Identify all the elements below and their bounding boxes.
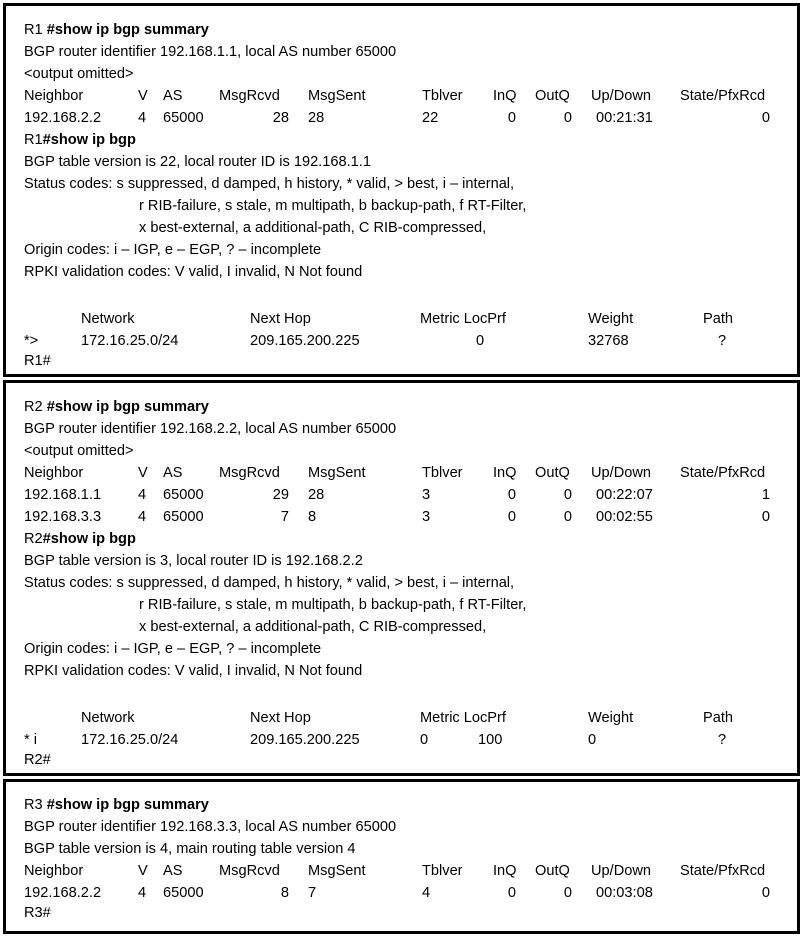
hdr-msgsent: MsgSent [308, 863, 366, 879]
r2-end-prompt: R2# [24, 752, 51, 768]
r2-rpki-codes: RPKI validation codes: V valid, I invalid, N Not found [24, 663, 363, 679]
r2-router-identifier: BGP router identifier 192.168.2.2, local AS number 65000 [24, 421, 397, 437]
route-metric: 0 [476, 333, 485, 349]
route-locprf: 100 [478, 732, 503, 748]
r3-end-prompt: R3# [24, 905, 51, 921]
r2-output-omitted: <output omitted> [24, 443, 134, 459]
route-path: ? [718, 333, 727, 349]
hdr-metric-locprf: Metric LocPrf [420, 311, 506, 327]
tblver: 3 [422, 509, 431, 525]
hdr-v: V [138, 863, 148, 879]
hdr-as: AS [163, 465, 183, 481]
hdr-as: AS [163, 88, 183, 104]
r3-table-version: BGP table version is 4, main routing table version 4 [24, 841, 356, 857]
route-next-hop: 209.165.200.225 [250, 732, 360, 748]
as-number: 65000 [163, 487, 204, 503]
state-pfxrcd: 0 [761, 110, 770, 126]
r2-status-codes-2: r RIB-failure, s stale, m multipath, b backup-path, f RT-Filter, [139, 597, 527, 613]
msgsent: 8 [308, 509, 317, 525]
route-code: * i [24, 732, 37, 748]
msgsent: 28 [308, 110, 325, 126]
r1-status-codes-3: x best-external, a additional-path, C RIB-compressed, [139, 220, 487, 236]
route-network: 172.16.25.0/24 [81, 333, 179, 349]
r1-status-codes-2: r RIB-failure, s stale, m multipath, b backup-path, f RT-Filter, [139, 198, 527, 214]
hdr-tblver: Tblver [422, 863, 463, 879]
hdr-weight: Weight [588, 710, 634, 726]
hdr-updown: Up/Down [591, 465, 652, 481]
outq: 0 [563, 487, 572, 503]
r2-origin-codes: Origin codes: i – IGP, e – EGP, ? – incomplete [24, 641, 322, 657]
hdr-tblver: Tblver [422, 465, 463, 481]
msgsent: 7 [308, 885, 317, 901]
hdr-updown: Up/Down [591, 863, 652, 879]
r2-panel [3, 380, 800, 776]
msgrcvd: 29 [272, 487, 289, 503]
neighbor-ip: 192.168.3.3 [24, 509, 102, 525]
version: 4 [138, 110, 147, 126]
r3-panel [3, 779, 800, 934]
hdr-network: Network [81, 311, 135, 327]
r1-table-version: BGP table version is 22, local router ID is 192.168.1.1 [24, 154, 371, 170]
state-pfxrcd: 0 [761, 885, 770, 901]
route-weight: 0 [588, 732, 597, 748]
hdr-msgsent: MsgSent [308, 88, 366, 104]
hdr-neighbor: Neighbor [24, 465, 84, 481]
version: 4 [138, 509, 147, 525]
neighbor-ip: 192.168.2.2 [24, 110, 102, 126]
outq: 0 [563, 509, 572, 525]
r2-command-summary: R2 #show ip bgp summary [24, 399, 209, 415]
hdr-state: State/PfxRcd [680, 465, 766, 481]
r1-origin-codes: Origin codes: i – IGP, e – EGP, ? – incomplete [24, 242, 322, 258]
msgrcvd: 8 [280, 885, 289, 901]
hdr-v: V [138, 88, 148, 104]
inq: 0 [507, 110, 516, 126]
r2-table-version: BGP table version is 3, local router ID is 192.168.2.2 [24, 553, 363, 569]
hdr-metric-locprf: Metric LocPrf [420, 710, 506, 726]
hdr-inq: InQ [493, 465, 517, 481]
hdr-weight: Weight [588, 311, 634, 327]
r2-command-bgp: R2#show ip bgp [24, 531, 136, 547]
hdr-state: State/PfxRcd [680, 863, 766, 879]
up-down: 00:03:08 [596, 885, 653, 901]
hdr-path: Path [703, 311, 734, 327]
msgsent: 28 [308, 487, 325, 503]
hdr-msgsent: MsgSent [308, 465, 366, 481]
r1-command-bgp: R1#show ip bgp [24, 132, 136, 148]
r3-command-summary: R3 #show ip bgp summary [24, 797, 209, 813]
up-down: 00:22:07 [596, 487, 653, 503]
hdr-network: Network [81, 710, 135, 726]
hdr-next-hop: Next Hop [250, 311, 311, 327]
outq: 0 [563, 885, 572, 901]
inq: 0 [507, 885, 516, 901]
as-number: 65000 [163, 509, 204, 525]
neighbor-ip: 192.168.1.1 [24, 487, 102, 503]
state-pfxrcd: 1 [761, 487, 770, 503]
hdr-outq: OutQ [535, 465, 570, 481]
r1-status-codes-1: Status codes: s suppressed, d damped, h history, * valid, > best, i – internal, [24, 176, 515, 192]
hdr-state: State/PfxRcd [680, 88, 766, 104]
inq: 0 [507, 509, 516, 525]
r2-status-codes-1: Status codes: s suppressed, d damped, h history, * valid, > best, i – internal, [24, 575, 515, 591]
route-weight: 32768 [588, 333, 629, 349]
hdr-msgrcvd: MsgRcvd [219, 863, 280, 879]
r2-status-codes-3: x best-external, a additional-path, C RIB-compressed, [139, 619, 487, 635]
hdr-outq: OutQ [535, 863, 570, 879]
r1-command-summary: R1 #show ip bgp summary [24, 22, 209, 38]
r1-end-prompt: R1# [24, 353, 51, 369]
neighbor-ip: 192.168.2.2 [24, 885, 102, 901]
hdr-msgrcvd: MsgRcvd [219, 88, 280, 104]
as-number: 65000 [163, 885, 204, 901]
hdr-neighbor: Neighbor [24, 863, 84, 879]
version: 4 [138, 487, 147, 503]
hdr-inq: InQ [493, 863, 517, 879]
r1-panel [3, 3, 800, 377]
r1-output-omitted: <output omitted> [24, 66, 134, 82]
r3-router-identifier: BGP router identifier 192.168.3.3, local AS number 65000 [24, 819, 397, 835]
hdr-outq: OutQ [535, 88, 570, 104]
hdr-as: AS [163, 863, 183, 879]
outq: 0 [563, 110, 572, 126]
route-code: *> [24, 333, 39, 349]
r1-router-identifier: BGP router identifier 192.168.1.1, local AS number 65000 [24, 44, 397, 60]
r1-rpki-codes: RPKI validation codes: V valid, I invalid, N Not found [24, 264, 363, 280]
inq: 0 [507, 487, 516, 503]
msgrcvd: 7 [280, 509, 289, 525]
hdr-next-hop: Next Hop [250, 710, 311, 726]
route-next-hop: 209.165.200.225 [250, 333, 360, 349]
tblver: 22 [422, 110, 439, 126]
hdr-msgrcvd: MsgRcvd [219, 465, 280, 481]
hdr-neighbor: Neighbor [24, 88, 84, 104]
as-number: 65000 [163, 110, 204, 126]
version: 4 [138, 885, 147, 901]
hdr-tblver: Tblver [422, 88, 463, 104]
hdr-v: V [138, 465, 148, 481]
route-network: 172.16.25.0/24 [81, 732, 179, 748]
up-down: 00:21:31 [596, 110, 653, 126]
hdr-updown: Up/Down [591, 88, 652, 104]
route-path: ? [718, 732, 727, 748]
hdr-inq: InQ [493, 88, 517, 104]
route-metric: 0 [420, 732, 429, 748]
msgrcvd: 28 [272, 110, 289, 126]
hdr-path: Path [703, 710, 734, 726]
tblver: 4 [422, 885, 431, 901]
up-down: 00:02:55 [596, 509, 653, 525]
tblver: 3 [422, 487, 431, 503]
state-pfxrcd: 0 [761, 509, 770, 525]
